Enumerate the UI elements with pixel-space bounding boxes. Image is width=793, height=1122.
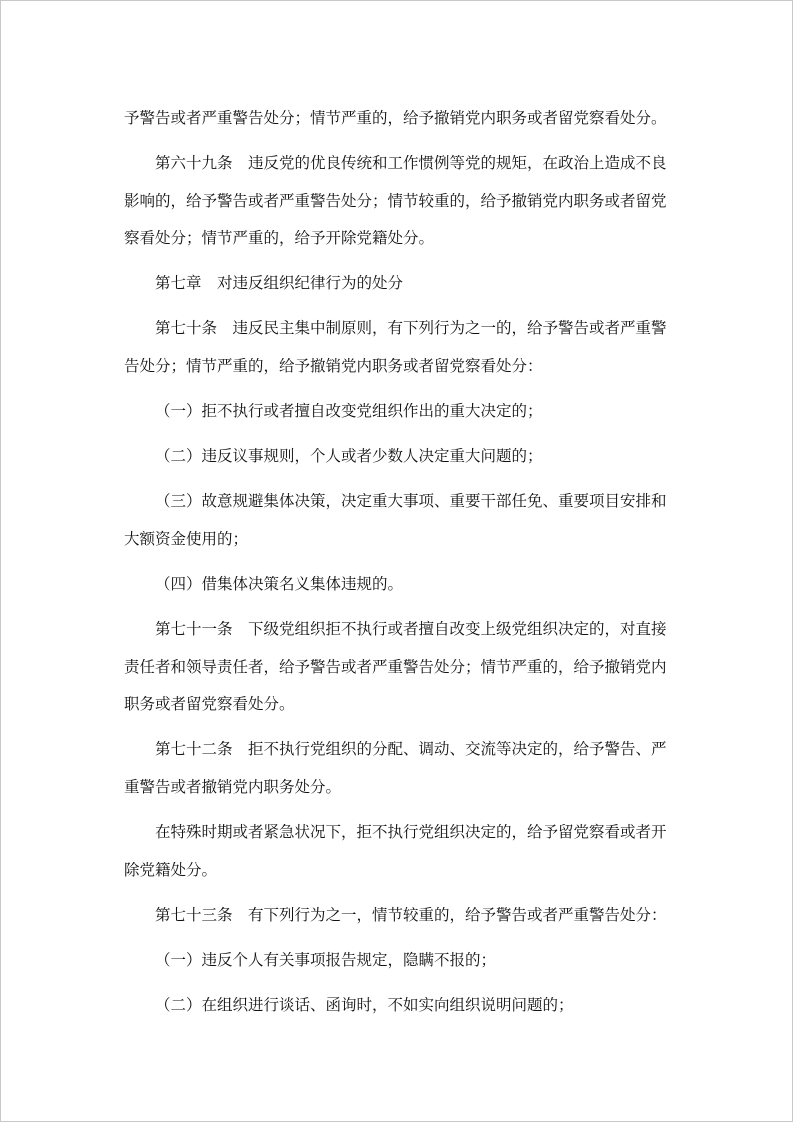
article-70-heading-line: 第七十条 违反民主集中制原则，有下列行为之一的，给予警告或者严重警 — [155, 319, 667, 337]
text-line: 告处分；情节严重的，给予撤销党内职务或者留党察看处分： — [124, 357, 543, 375]
list-item: （一）拒不执行或者擅自改变党组织作出的重大决定的； — [155, 402, 543, 420]
article-69-heading-line: 第六十九条 违反党的优良传统和工作惯例等党的规矩，在政治上造成不良 — [155, 154, 667, 172]
text-line: 责任者和领导责任者，给予警告或者严重警告处分；情节严重的，给予撤销党内 — [124, 658, 667, 676]
text-line: 影响的，给予警告或者严重警告处分；情节较重的，给予撤销党内职务或者留党 — [124, 192, 667, 210]
article-71-heading-line: 第七十一条 下级党组织拒不执行或者擅自改变上级党组织决定的，对直接 — [155, 620, 667, 638]
list-item: （二）违反议事规则，个人或者少数人决定重大问题的； — [155, 447, 543, 465]
text-line: 除党籍处分。 — [124, 861, 218, 879]
article-73-heading-line: 第七十三条 有下列行为之一，情节较重的，给予警告或者严重警告处分： — [155, 906, 667, 924]
text-line: 大额资金使用的； — [124, 530, 249, 548]
list-item: （一）违反个人有关事项报告规定，隐瞒不报的； — [155, 951, 497, 969]
chapter-7-heading: 第七章 对违反组织纪律行为的处分 — [155, 274, 404, 292]
text-line: 予警告或者严重警告处分；情节严重的，给予撤销党内职务或者留党察看处分。 — [124, 109, 667, 127]
text-line: 职务或者留党察看处分。 — [124, 695, 295, 713]
article-72-heading-line: 第七十二条 拒不执行党组织的分配、调动、交流等决定的，给予警告、严 — [155, 740, 667, 758]
list-item: （四）借集体决策名义集体违规的。 — [155, 575, 404, 593]
list-item: （三）故意规避集体决策，决定重大事项、重要干部任免、重要项目安排和 — [155, 492, 667, 510]
list-item: （二）在组织进行谈话、函询时，不如实向组织说明问题的； — [155, 996, 574, 1014]
text-line: 重警告或者撤销党内职务处分。 — [124, 778, 342, 796]
text-line: 察看处分；情节严重的，给予开除党籍处分。 — [124, 229, 435, 247]
paragraph-line: 在特殊时期或者紧急状况下，拒不执行党组织决定的，给予留党察看或者开 — [155, 823, 667, 841]
